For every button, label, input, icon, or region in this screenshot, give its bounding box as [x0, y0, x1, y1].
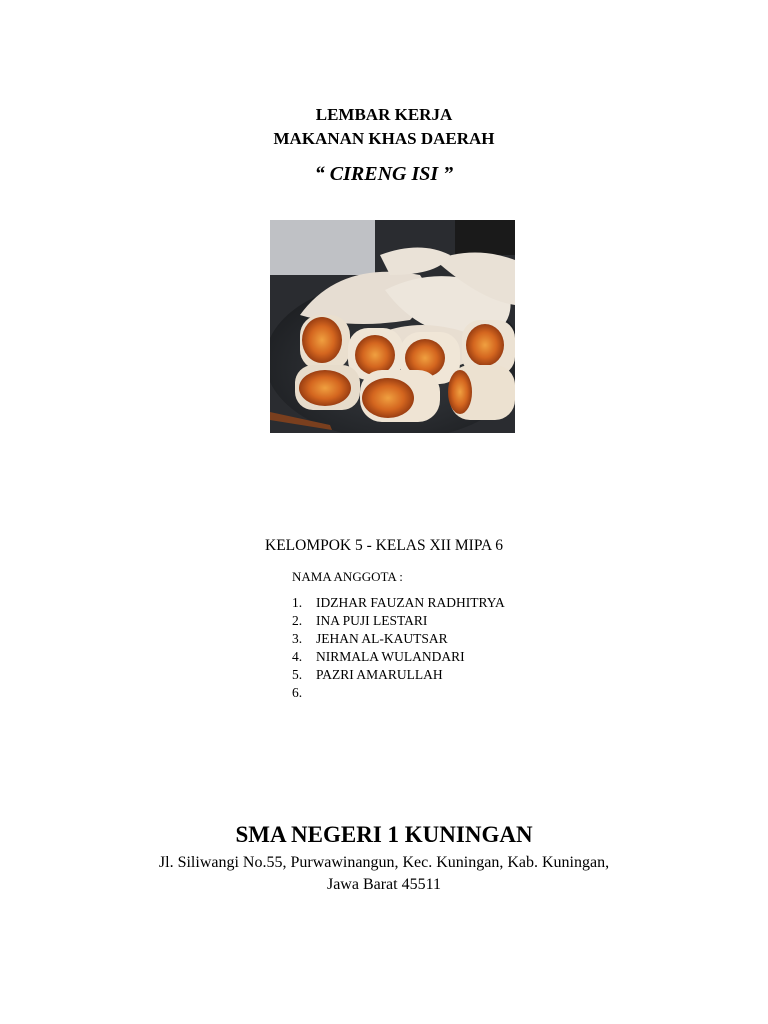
worksheet-title: LEMBAR KERJA [315, 105, 453, 124]
list-number: 3. [292, 631, 303, 646]
dish-name: “ CIRENG ISI ” [314, 163, 454, 185]
member-list [292, 594, 505, 702]
members-label: NAMA ANGGOTA : [292, 569, 403, 584]
group-title: KELOMPOK 5 - KELAS XII MIPA 6 [265, 537, 503, 554]
cireng-roll-7 [448, 365, 515, 420]
list-item [292, 648, 505, 666]
cireng-roll-6 [360, 370, 440, 422]
member-name: IDZHAR FAUZAN RADHITRYA [316, 595, 505, 610]
school-address-line1: Jl. Siliwangi No.55, Purwawinangun, Kec. Kuningan, Kab. Kuningan, [158, 854, 610, 871]
worksheet-subtitle: MAKANAN KHAS DAERAH [273, 129, 495, 148]
cireng-roll-5 [295, 365, 360, 410]
list-number: 6. [292, 685, 303, 700]
list-number: 1. [292, 595, 303, 610]
school-name: SMA NEGERI 1 KUNINGAN [235, 822, 533, 847]
background-container [270, 220, 375, 275]
cireng-roll-1 [300, 315, 350, 370]
background-box [455, 220, 515, 255]
list-item [292, 630, 505, 648]
list-number: 5. [292, 667, 303, 682]
cireng-isi-photo [270, 220, 515, 433]
member-name: INA PUJI LESTARI [316, 613, 428, 628]
list-item [292, 684, 505, 702]
list-item [292, 594, 505, 612]
school-address-line2: Jawa Barat 45511 [326, 876, 442, 893]
member-name: PAZRI AMARULLAH [316, 667, 443, 682]
list-item [292, 612, 505, 630]
list-item [292, 666, 505, 684]
list-number: 2. [292, 613, 303, 628]
list-number: 4. [292, 649, 303, 664]
member-name: JEHAN AL-KAUTSAR [316, 631, 448, 646]
member-name: NIRMALA WULANDARI [316, 649, 465, 664]
